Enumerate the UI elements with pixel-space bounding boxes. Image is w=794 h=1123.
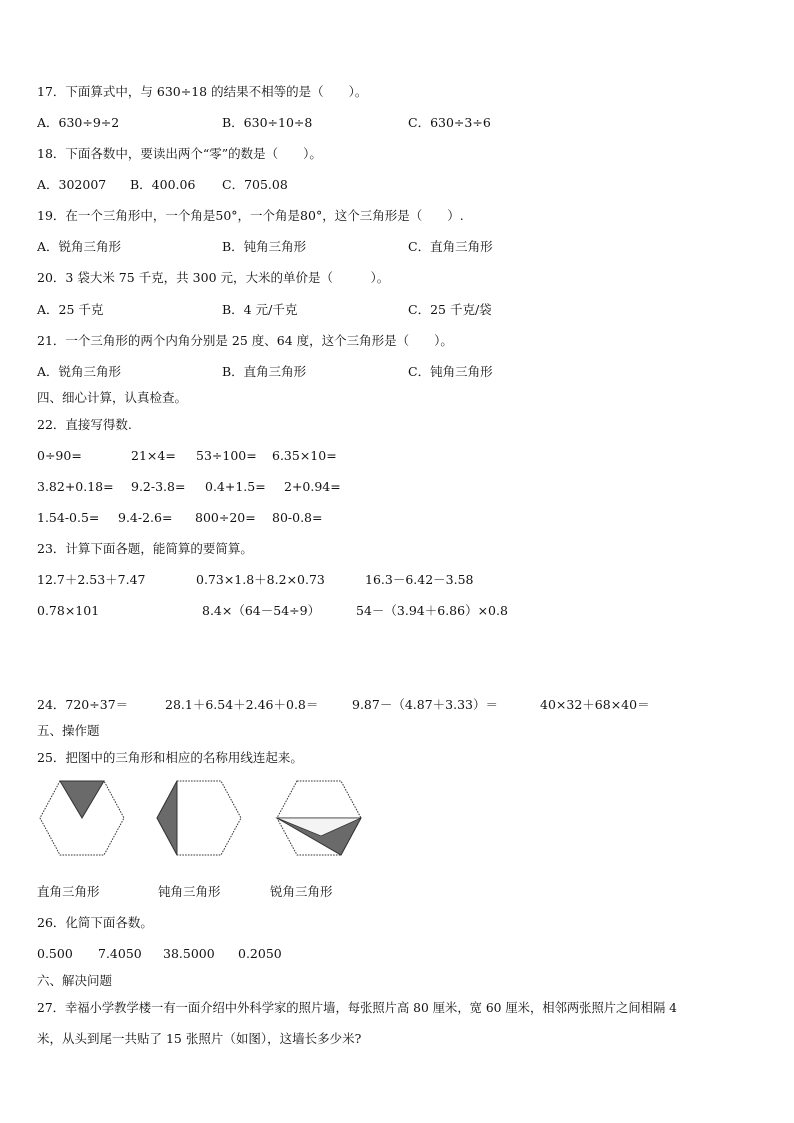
- right-triangle-shape[interactable]: [60, 781, 104, 818]
- q17-option-a: A．630÷9÷2: [37, 115, 120, 130]
- q17-option-b: B．630÷10÷8: [222, 115, 313, 130]
- q27-text-line-1: 27．幸福小学教学楼一有一面介绍中外科学家的照片墙，每张照片高 80 厘米，宽 60 厘米，相邻两张照片之间相隔 4: [37, 1001, 677, 1015]
- label-obtuse-triangle[interactable]: 钝角三角形: [158, 884, 221, 899]
- q27-text-line-2: 米，从头到尾一共贴了 15 张照片（如图），这墙长多少米?: [37, 1031, 362, 1046]
- q23-item: 12.7＋2.53＋7.47: [37, 572, 146, 587]
- q23-item: 16.3－6.42－3.58: [365, 572, 474, 587]
- q26-item: 0.500: [37, 946, 73, 961]
- q20-option-c: C．25 千克/袋: [408, 302, 492, 317]
- q22-item: 21×4=: [131, 448, 176, 463]
- q23-item: 54－（3.94＋6.86）×0.8: [356, 603, 508, 618]
- q21-stem: 21．一个三角形的两个内角分别是 25 度、64 度，这个三角形是（ ）。: [37, 333, 453, 348]
- q22-item: 1.54-0.5=: [37, 510, 100, 525]
- hexagon-figure-2: [155, 778, 243, 858]
- q22-item: 0.4+1.5=: [205, 479, 266, 494]
- q21-option-a: A．锐角三角形: [37, 364, 122, 379]
- q18-option-c: C．705.08: [222, 177, 288, 192]
- q19-option-b: B．钝角三角形: [222, 239, 307, 254]
- hexagon-figure-1: [38, 778, 126, 858]
- q22-item: 9.4-2.6=: [118, 510, 173, 525]
- q25-stem: 25．把图中的三角形和相应的名称用线连起来。: [37, 750, 303, 765]
- q17-stem: 17．下面算式中，与 630÷18 的结果不相等的是（ ）。: [37, 84, 368, 99]
- q22-item: 53÷100=: [196, 448, 257, 463]
- label-acute-triangle[interactable]: 锐角三角形: [270, 884, 333, 899]
- q22-item: 800÷20=: [195, 510, 256, 525]
- q22-item: 9.2-3.8=: [131, 479, 186, 494]
- q22-stem: 22．直接写得数.: [37, 417, 132, 432]
- q22-item: 0÷90=: [37, 448, 82, 463]
- q22-item: 2+0.94=: [284, 479, 341, 494]
- q23-item: 0.73×1.8＋8.2×0.73: [196, 572, 325, 587]
- q21-option-b: B．直角三角形: [222, 364, 307, 379]
- section-4-heading: 四、细心计算，认真检查。: [37, 390, 188, 405]
- q20-option-a: A．25 千克: [37, 302, 104, 317]
- obtuse-triangle-shape[interactable]: [157, 781, 177, 855]
- q24-item: 28.1＋6.54＋2.46＋0.8＝: [165, 697, 319, 712]
- q18-option-b: B．400.06: [130, 177, 196, 192]
- q24-item: 9.87－（4.87＋3.33）＝: [352, 697, 498, 712]
- q20-option-b: B．4 元/千克: [222, 302, 298, 317]
- q17-option-c: C．630÷3÷6: [408, 115, 491, 130]
- q19-stem: 19．在一个三角形中，一个角是50°，一个角是80°，这个三角形是（ ）.: [37, 208, 464, 223]
- q20-stem: 20．3 袋大米 75 千克，共 300 元，大米的单价是（ ）。: [37, 270, 390, 285]
- q22-item: 6.35×10=: [272, 448, 337, 463]
- hexagon-figure-3: [275, 778, 363, 858]
- section-5-heading: 五、操作题: [37, 723, 100, 738]
- q22-item: 3.82+0.18=: [37, 479, 114, 494]
- q26-item: 38.5000: [163, 946, 215, 961]
- q19-option-a: A．锐角三角形: [37, 239, 122, 254]
- q19-option-c: C．直角三角形: [408, 239, 493, 254]
- q26-item: 7.4050: [98, 946, 142, 961]
- q24-item: 24．720÷37＝: [37, 697, 129, 712]
- label-right-triangle[interactable]: 直角三角形: [37, 884, 100, 899]
- q26-stem: 26．化简下面各数。: [37, 915, 153, 930]
- q18-option-a: A．302007: [37, 177, 107, 192]
- q22-item: 80-0.8=: [272, 510, 323, 525]
- q21-option-c: C．钝角三角形: [408, 364, 493, 379]
- q23-item: 0.78×101: [37, 603, 100, 618]
- q23-item: 8.4×（64－54÷9）: [202, 603, 321, 618]
- q23-stem: 23．计算下面各题，能简算的要简算。: [37, 541, 253, 556]
- section-6-heading: 六、解决问题: [37, 973, 113, 988]
- q24-item: 40×32＋68×40＝: [540, 697, 650, 712]
- q18-stem: 18．下面各数中，要读出两个“零”的数是（ ）。: [37, 146, 322, 161]
- q26-item: 0.2050: [238, 946, 282, 961]
